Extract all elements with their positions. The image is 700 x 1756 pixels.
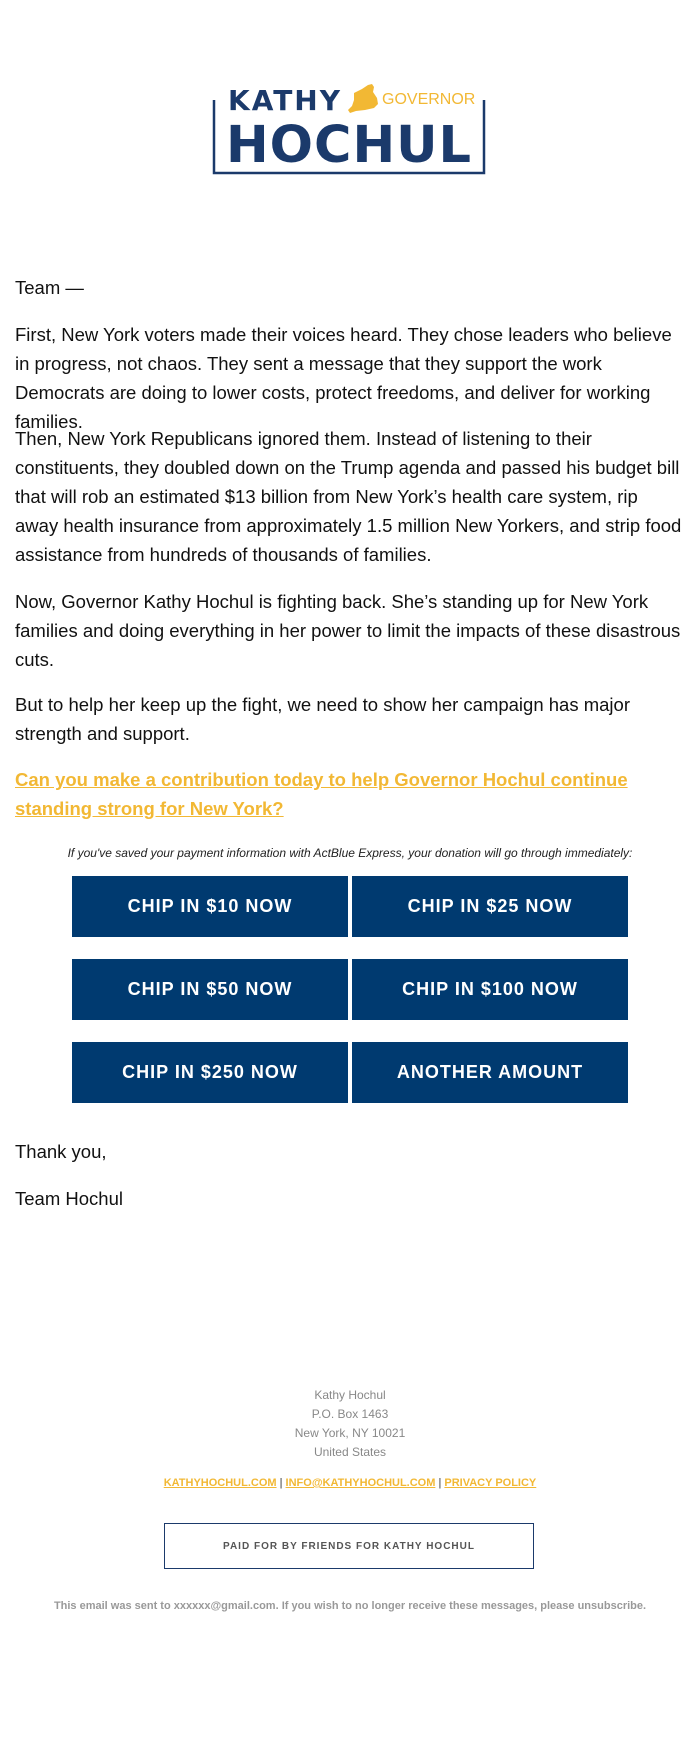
signature: Team Hochul bbox=[15, 1188, 123, 1209]
paragraph-2: Then, New York Republicans ignored them. Instead of listening to their constituents, they doubled down on the Trump agenda and passed his budget bill that will rob an estimated $13 billion from New York’s health care system, rip away health insurance from approximately 1.5 million New Yorkers, and strip food assistance from hundreds of thousands of families. bbox=[15, 428, 682, 565]
link-separator: | bbox=[279, 1477, 283, 1489]
footer-po-box: P.O. Box 1463 bbox=[311, 1407, 389, 1421]
another-amount-button[interactable]: ANOTHER AMOUNT bbox=[352, 1042, 628, 1103]
unsubscribe-notice[interactable]: This email was sent to xxxxxx@gmail.com. If you wish to no longer receive these messages, please unsubscribe. bbox=[53, 1600, 647, 1612]
chip-in-10-button[interactable]: CHIP IN $10 NOW bbox=[72, 876, 348, 937]
paid-for-disclaimer: PAID FOR BY FRIENDS FOR KATHY HOCHUL bbox=[164, 1523, 534, 1569]
new-york-state-icon bbox=[348, 84, 378, 113]
logo-first-name: KATHY bbox=[228, 84, 343, 117]
footer-address bbox=[0, 1386, 700, 1462]
website-link[interactable]: KATHYHOCHUL.COM bbox=[163, 1477, 277, 1489]
footer-links bbox=[0, 1477, 700, 1489]
greeting: Team — bbox=[15, 277, 84, 298]
paragraph-4: But to help her keep up the fight, we need to show her campaign has major strength and support. bbox=[15, 694, 630, 744]
footer-city: New York, NY 10021 bbox=[294, 1426, 406, 1440]
logo-governor-tag: GOVERNOR bbox=[382, 91, 476, 108]
paragraph-1: First, New York voters made their voices heard. They chose leaders who believe in progress, not chaos. They sent a message that they support the work Democrats are doing to lower costs, protect freedoms, and deliver for working families. bbox=[15, 324, 672, 432]
kathy-hochul-logo bbox=[212, 84, 486, 175]
privacy-policy-link[interactable]: PRIVACY POLICY bbox=[444, 1477, 537, 1489]
contribution-link[interactable]: Can you make a contribution today to help Governor Hochul continue standing strong for New York? bbox=[15, 769, 628, 819]
chip-in-25-button[interactable]: CHIP IN $25 NOW bbox=[352, 876, 628, 937]
actblue-express-note: If you've saved your payment information with ActBlue Express, your donation will go through immediately: bbox=[67, 846, 633, 860]
chip-in-250-button[interactable]: CHIP IN $250 NOW bbox=[72, 1042, 348, 1103]
footer-name: Kathy Hochul bbox=[314, 1388, 386, 1402]
chip-in-50-button[interactable]: CHIP IN $50 NOW bbox=[72, 959, 348, 1020]
logo-last-name: HOCHUL bbox=[226, 116, 473, 175]
paragraph-3: Now, Governor Kathy Hochul is fighting back. She’s standing up for New York families and doing everything in her power to limit the impacts of these disastrous cuts. bbox=[15, 591, 681, 670]
footer-country: United States bbox=[313, 1445, 387, 1459]
email-link[interactable]: INFO@KATHYHOCHUL.COM bbox=[285, 1477, 436, 1489]
link-separator: | bbox=[438, 1477, 442, 1489]
signoff: Thank you, bbox=[15, 1141, 107, 1162]
chip-in-100-button[interactable]: CHIP IN $100 NOW bbox=[352, 959, 628, 1020]
